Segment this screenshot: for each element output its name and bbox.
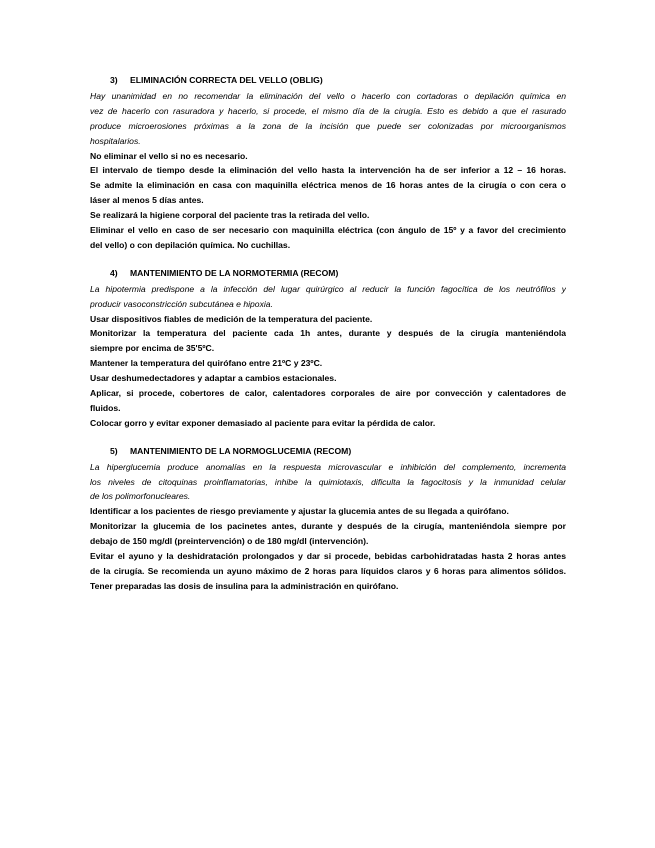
italic-text-line: La hipotermia predispone a la infección del lugar quirúrgico al reducir la función fagocítica de los neutrófilos y — [90, 283, 566, 294]
section-heading — [90, 267, 566, 279]
section-title: MANTENIMIENTO DE LA NORMOGLUCEMIA (RECOM) — [130, 445, 352, 456]
section-number: 5) — [110, 445, 118, 456]
bold-text-line: No eliminar el vello si no es necesario. — [90, 150, 248, 161]
section-heading — [90, 445, 566, 457]
bold-text-line: Aplicar, si procede, cobertores de calor, calentadores corporales de aire por convección y calentadores de — [90, 388, 566, 399]
italic-text-line: vez de hacerlo con rasuradora y hacerlo, si procede, el mismo día de la cirugía. Esto es debido a que el rasurado — [90, 105, 566, 116]
bold-text-line: Identificar a los pacientes de riesgo previamente y ajustar la glucemia antes de su llegada a quirófano. — [90, 506, 509, 517]
bold-text-line: Mantener la temperatura del quirófano entre 21ºC y 23ºC. — [90, 358, 323, 369]
italic-text-line: de los polimorfonucleares. — [90, 491, 191, 502]
italic-text-line: hospitalarios. — [90, 135, 141, 146]
bold-text-line: Monitorizar la glucemia de los pacinetes antes, durante y después de la cirugía, manteniéndola siempre por — [90, 521, 566, 532]
section-title: MANTENIMIENTO DE LA NORMOTERMIA (RECOM) — [130, 267, 339, 278]
bold-text-line: Monitorizar la temperatura del paciente cada 1h antes, durante y después de la cirugía manteniéndola — [90, 328, 566, 339]
document-body — [90, 74, 566, 608]
bold-text-line: Colocar gorro y evitar exponer demasiado al paciente para evitar la pérdida de calor. — [90, 417, 436, 428]
bold-text-line: Tener preparadas las dosis de insulina para la administración en quirófano. — [90, 580, 399, 591]
section — [90, 445, 566, 594]
bold-text-line: El intervalo de tiempo desde la eliminación del vello hasta la intervención ha de ser inferior a 12 – 16 horas. — [90, 165, 566, 176]
bold-text-line: siempre por encima de 35'5ºC. — [90, 343, 215, 354]
bold-text-line: Evitar el ayuno y la deshidratación prolongados y dar si procede, bebidas carbohidratadas hasta 2 horas antes — [90, 551, 566, 562]
bold-text-line: Usar dispositivos fiables de medición de la temperatura del paciente. — [90, 313, 373, 324]
bold-text-line: Usar deshumedectadores y adaptar a cambios estacionales. — [90, 373, 337, 384]
section-title: ELIMINACIÓN CORRECTA DEL VELLO (OBLIG) — [130, 75, 323, 85]
bold-text-line: Se admite la eliminación en casa con maquinilla eléctrica menos de 16 horas antes de la cirugía o con cera o — [90, 180, 566, 191]
bold-text-line: fluidos. — [90, 402, 121, 413]
section — [90, 74, 566, 253]
bold-text-line: Eliminar el vello en caso de ser necesario con maquinilla eléctrica (con ángulo de 15º y a favor del crecimiento — [90, 225, 566, 236]
section-heading — [90, 74, 566, 86]
bold-text-line: láser al menos 5 días antes. — [90, 195, 204, 206]
italic-text-line: los niveles de citoquinas proinflamatorias, inhibe la quimiotaxis, dificulta la fagocitosis y la inmunidad celular — [90, 476, 566, 487]
italic-text-line: producir vasoconstricción subcutánea e hipoxia. — [90, 298, 273, 309]
section-number: 4) — [110, 267, 118, 278]
italic-text-line: produce microerosiones próximas a la zona de la incisión que puede ser colonizadas por microorganismos — [90, 120, 566, 131]
section-number: 3) — [110, 75, 118, 85]
italic-text-line: La hiperglucemia produce anomalías en la respuesta microvascular e inhibición del complemento, incrementa — [90, 461, 566, 472]
italic-text-line: Hay unanimidad en no recomendar la eliminación del vello o hacerlo con cortadoras o depilación química en — [90, 91, 566, 101]
bold-text-line: del vello) o con depilación química. No cuchillas. — [90, 239, 291, 250]
bold-text-line: debajo de 150 mg/dl (preintervención) o de 180 mg/dl (intervención). — [90, 536, 369, 547]
section — [90, 267, 566, 431]
bold-text-line: de la cirugía. Se recomienda un ayuno máximo de 2 horas para líquidos claros y 6 horas para alimentos sólidos. — [90, 565, 566, 576]
bold-text-line: Se realizará la higiene corporal del paciente tras la retirada del vello. — [90, 210, 370, 221]
